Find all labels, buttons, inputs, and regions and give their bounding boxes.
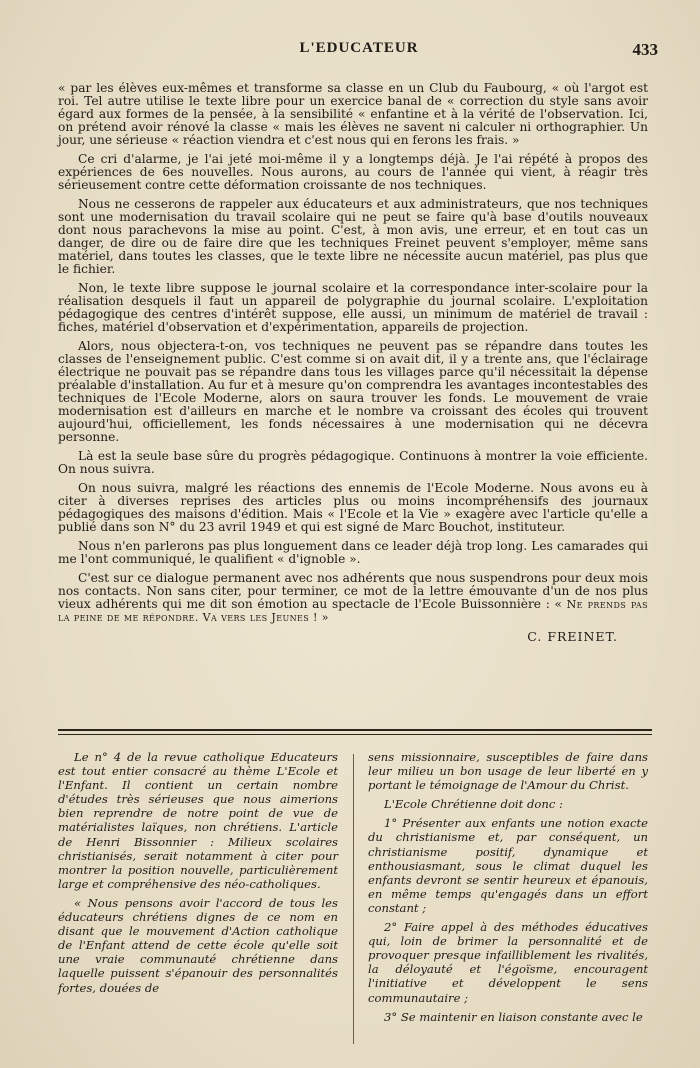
paragraph: Là est la seule base sûre du progrès pédagogique. Continuons à montrer la voie efficiente. On nous suivra. — [58, 449, 648, 476]
closing-text: C'est sur ce dialogue permanent avec nos adhérents que nous suspendrons pour deux mois nos contacts. Non sans citer, pour terminer, ce mot de la lettre émouvante d'un de nos plus vieux adhérents qui me dit son émotion au spectacle de l'Ecole Buissonnière : « — [58, 571, 648, 611]
column-paragraph: L'Ecole Chrétienne doit donc : — [384, 797, 563, 812]
right-column — [368, 750, 648, 1029]
column-paragraph: sens missionnaire, susceptibles de faire dans leur milieu un bon usage de leur liberté en y portant le témoignage de l'Amour du Christ. — [368, 750, 648, 793]
page-number: 433 — [632, 40, 658, 59]
page-header — [60, 40, 658, 66]
section-rule-thin — [58, 734, 652, 735]
column-paragraph: « Nous pensons avoir l'accord de tous les éducateurs chrétiens dignes de ce nom en disant que le mouvement d'Action catholique de l'Enfant attend de cette école qu'elle soit une vraie communauté chrétienne dans laquelle puissent s'épanouir des personnalités fortes, douées de — [58, 895, 338, 995]
paragraph: Non, le texte libre suppose le journal scolaire et la correspondance inter-scolaire pour la réalisation desquels il faut un appareil de polygraphie du journal scolaire. L'exploitation pédagogique des centres d'intérêt suppose, elle aussi, un minimum de matériel de travail : fiches, matériel d'observation et d'expérimentation, appareils de projection. — [58, 281, 648, 334]
column-paragraph: 1° Présenter aux enfants une notion exacte du christianisme et, par conséquent, un christianisme positif, dynamique et enthousiasmant, sous le climat duquel les enfants devront se sentir heureux et épanouis, en même temps qu'engagés dans un effort constant ; — [368, 816, 648, 915]
column-divider — [353, 754, 354, 1044]
paragraph: Nous n'en parlerons pas plus longuement dans ce leader déjà trop long. Les camarades qui me l'ont communiqué, le qualifient « d'ignoble ». — [58, 539, 648, 566]
signature: C. FREINET. — [527, 629, 618, 644]
left-column — [58, 750, 338, 1000]
paragraph: On nous suivra, malgré les réactions des ennemis de l'Ecole Moderne. Nous avons eu à citer à diverses reprises des articles plus ou moins incompréhensifs des journaux pédagogiques des maisons d'édition. Mais « l'Ecole et la Vie » exagère avec l'article qu'elle a publié dans son N° du 23 avril 1949 et qui est signé de Marc Bouchot, instituteur. — [58, 481, 648, 534]
column-paragraph: 2° Faire appel à des méthodes éducatives qui, loin de brimer la personnalité et de provoquer presque infailliblement les rivalités, la déloyauté et l'égoïsme, encouragent l'initiative et développent le sens communautaire ; — [368, 920, 648, 1005]
paragraph-closing — [58, 572, 648, 624]
column-paragraph: Le n° 4 de la revue catholique Educateurs est tout entier consacré au thème L'Ecole et l'Enfant. Il contient un certain nombre d'études très sérieuses que nous aimerions bien reprendre de notre point de vue de matérialistes laïques, non chrétiens. L'article de Henri Bissonnier : Milieux scolaires christianisés, serait notamment à citer pour montrer la position nouvelle, particulièrement large et compréhensive des néo-catholiques. — [58, 750, 338, 891]
two-column-section — [58, 750, 652, 1060]
quote-continuation: « par les élèves eux-mêmes et transforme sa classe en un Club du Faubourg, « où l'argot est roi. Tel autre utilise le texte libre pour un exercice banal de « correction du style sans avoir égard aux formes de la pensée, à la sensibilité « enfantine et à la vérité de l'observation. Ici, on prétend avoir rénové la classe « mais les élèves ne savent ni calculer ni orthographier. Un jour, une sérieuse « réaction viendra et c'est nous qui en ferons les frais. » — [58, 81, 648, 147]
section-rule — [58, 729, 652, 731]
paragraph: Ce cri d'alarme, je l'ai jeté moi-même il y a longtemps déjà. Je l'ai répété à propos des expériences de 6es nouvelles. Nous aurons, au cours de l'année qui vient, à réagir très sérieusement contre cette déformation croissante de nos techniques. — [58, 152, 648, 192]
paragraph: Alors, nous objectera-t-on, vos techniques ne peuvent pas se répandre dans toutes les classes de l'enseignement public. C'est comme si on avait dit, il y a trente ans, que l'éclairage électrique ne pouvait pas se répandre dans tous les villages parce qu'il nécessitait la dépense préalable d'installation. Au fur et à mesure qu'on comprendra les avantages incontestables des techniques de l'Ecole Moderne, alors on saura trouver les fonds. Le mouvement de vraie modernisation est d'ailleurs en marche et le nombre va croissant des écoles qui trouvent aujourd'hui, officiellement, les fonds nécessaires à une modernisation qui ne décevra personne. — [58, 339, 648, 444]
journal-title: L'EDUCATEUR — [299, 40, 419, 56]
article-body — [58, 82, 648, 643]
closing-quote: Ne prends pas la peine de me répondre. Va vers les Jeunes ! » — [58, 598, 648, 624]
column-paragraph: 3° Se maintenir en liaison constante avec le — [384, 1009, 643, 1024]
paragraph: Nous ne cesserons de rappeler aux éducateurs et aux administrateurs, que nos techniques sont une modernisation du travail scolaire qui ne peut se faire qu'à base d'outils nouveaux dont nous parachevons la mise au point. C'est, à mon avis, une erreur, et en tout cas un danger, de dire ou de faire dire que les techniques Freinet peuvent s'employer, même sans matériel, dans toutes les classes, que le texte libre ne nécessite aucun matériel, pas plus que le fichier. — [58, 197, 648, 276]
